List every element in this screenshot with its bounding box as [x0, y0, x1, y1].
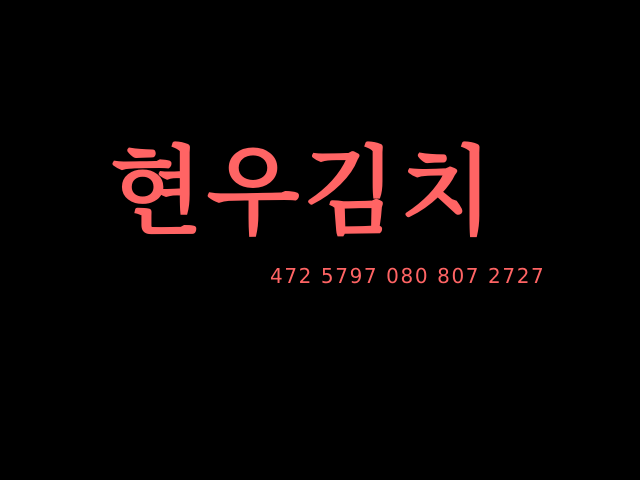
phone-numbers: 472 5797 080 807 2727: [270, 264, 546, 288]
shop-name-title: 현우김치: [110, 136, 497, 248]
